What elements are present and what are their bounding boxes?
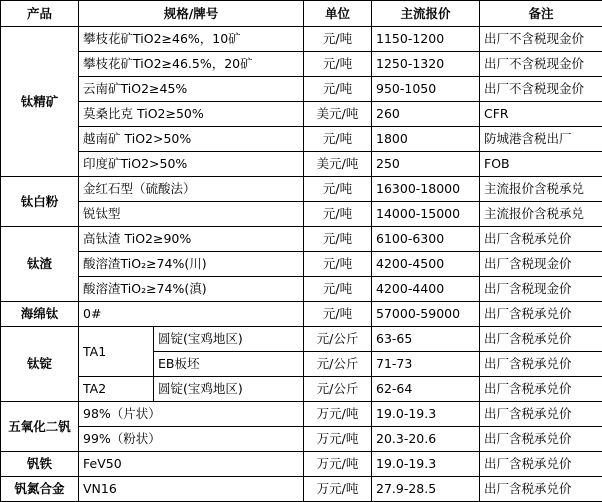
unit-cell: 元/公斤 (304, 327, 372, 352)
unit-cell: 万元/吨 (304, 427, 372, 452)
price-cell: 250 (372, 152, 480, 177)
table-body (1, 27, 602, 502)
note-cell: 出厂含税承兑价 (480, 302, 602, 327)
spec-cell: VN16 (79, 477, 304, 502)
table-row (1, 477, 602, 502)
category-cell: 钒铁 (1, 452, 79, 477)
header-row (1, 1, 602, 27)
price-cell: 14000-15000 (372, 202, 480, 227)
grade-cell: TA1 (79, 327, 154, 377)
spec-cell: 金红石型（硫酸法） (79, 177, 304, 202)
table-row (1, 277, 602, 302)
spec-cell: 98%（片状） (79, 402, 304, 427)
spec-cell: 高钛渣 TiO2≥90% (79, 227, 304, 252)
spec-cell: 99%（粉状） (79, 427, 304, 452)
note-cell: 出厂含税承兑价 (480, 402, 602, 427)
price-cell: 19.0-19.3 (372, 402, 480, 427)
header-price: 主流报价 (372, 1, 480, 27)
note-cell: 出厂含税承兑价 (480, 477, 602, 502)
note-cell: 出厂含税承兑价 (480, 377, 602, 402)
price-cell: 27.9-28.5 (372, 477, 480, 502)
note-cell: 出厂不含税现金价 (480, 77, 602, 102)
table-row (1, 402, 602, 427)
category-cell: 钛渣 (1, 227, 79, 302)
table-row (1, 52, 602, 77)
unit-cell: 元/吨 (304, 77, 372, 102)
spec-cell: 0# (79, 302, 304, 327)
unit-cell: 元/公斤 (304, 377, 372, 402)
spec-cell: 印度矿TiO2>50% (79, 152, 304, 177)
table-row (1, 77, 602, 102)
unit-cell: 万元/吨 (304, 402, 372, 427)
header-product: 产品 (1, 1, 79, 27)
note-cell: CFR (480, 102, 602, 127)
note-cell: 防城港含税出厂 (480, 127, 602, 152)
category-cell: 钛白粉 (1, 177, 79, 227)
price-cell: 1150-1200 (372, 27, 480, 52)
price-cell: 4200-4400 (372, 277, 480, 302)
note-cell: 出厂不含税现金价 (480, 27, 602, 52)
unit-cell: 元/吨 (304, 27, 372, 52)
table-row (1, 152, 602, 177)
unit-cell: 元/吨 (304, 52, 372, 77)
spec-cell: 攀枝花矿TiO2≥46.5%，20矿 (79, 52, 304, 77)
category-cell: 海绵钛 (1, 302, 79, 327)
price-cell: 19.0-19.3 (372, 452, 480, 477)
unit-cell: 万元/吨 (304, 477, 372, 502)
note-cell: 出厂含税承兑价 (480, 452, 602, 477)
form-cell: EB板坯 (154, 352, 304, 377)
unit-cell: 万元/吨 (304, 452, 372, 477)
category-cell: 钒氮合金 (1, 477, 79, 502)
unit-cell: 元/吨 (304, 252, 372, 277)
table-row (1, 202, 602, 227)
header-unit: 单位 (304, 1, 372, 27)
spec-cell: 酸溶渣TiO₂≥74%(滇) (79, 277, 304, 302)
unit-cell: 元/吨 (304, 177, 372, 202)
spec-cell: FeV50 (79, 452, 304, 477)
spec-cell: 莫桑比克 TiO2≥50% (79, 102, 304, 127)
table-row (1, 27, 602, 52)
table-row (1, 102, 602, 127)
price-cell: 71-73 (372, 352, 480, 377)
unit-cell: 元/吨 (304, 127, 372, 152)
unit-cell: 元/吨 (304, 302, 372, 327)
note-cell: 出厂含税承兑价 (480, 227, 602, 252)
table-row (1, 252, 602, 277)
price-cell: 63-65 (372, 327, 480, 352)
note-cell: 出厂含税承兑价 (480, 427, 602, 452)
note-cell: 出厂含税承兑价 (480, 327, 602, 352)
unit-cell: 元/吨 (304, 277, 372, 302)
table-row (1, 327, 602, 352)
price-cell: 62-64 (372, 377, 480, 402)
form-cell: 圆锭(宝鸡地区) (154, 327, 304, 352)
spec-cell: 攀枝花矿TiO2≥46%，10矿 (79, 27, 304, 52)
price-cell: 950-1050 (372, 77, 480, 102)
unit-cell: 元/吨 (304, 202, 372, 227)
note-cell: 出厂不含税现金价 (480, 52, 602, 77)
table-row (1, 302, 602, 327)
price-cell: 57000-59000 (372, 302, 480, 327)
price-cell: 16300-18000 (372, 177, 480, 202)
table-row (1, 127, 602, 152)
price-cell: 1800 (372, 127, 480, 152)
table-row (1, 177, 602, 202)
form-cell: 圆锭(宝鸡地区) (154, 377, 304, 402)
unit-cell: 元/公斤 (304, 352, 372, 377)
table-header (1, 1, 602, 27)
table-row (1, 452, 602, 477)
table-row (1, 427, 602, 452)
price-cell: 4200-4500 (372, 252, 480, 277)
category-cell: 五氧化二钒 (1, 402, 79, 452)
price-cell: 260 (372, 102, 480, 127)
category-cell: 钛锭 (1, 327, 79, 402)
note-cell: 出厂含税现金价 (480, 252, 602, 277)
unit-cell: 元/吨 (304, 227, 372, 252)
table-row (1, 377, 602, 402)
grade-cell: TA2 (79, 377, 154, 402)
spec-cell: 越南矿 TiO2>50% (79, 127, 304, 152)
price-cell: 1250-1320 (372, 52, 480, 77)
header-note: 备注 (480, 1, 602, 27)
header-spec: 规格/牌号 (79, 1, 304, 27)
note-cell: 出厂含税现金价 (480, 277, 602, 302)
spec-cell: 云南矿TiO2≥45% (79, 77, 304, 102)
price-cell: 6100-6300 (372, 227, 480, 252)
category-cell: 钛精矿 (1, 27, 79, 177)
price-cell: 20.3-20.6 (372, 427, 480, 452)
spec-cell: 锐钛型 (79, 202, 304, 227)
note-cell: 主流报价含税承兑 (480, 202, 602, 227)
note-cell: 主流报价含税承兑 (480, 177, 602, 202)
spec-cell: 酸溶渣TiO₂≥74%(川) (79, 252, 304, 277)
note-cell: 出厂含税承兑价 (480, 352, 602, 377)
unit-cell: 美元/吨 (304, 152, 372, 177)
unit-cell: 美元/吨 (304, 102, 372, 127)
table-row (1, 227, 602, 252)
note-cell: FOB (480, 152, 602, 177)
